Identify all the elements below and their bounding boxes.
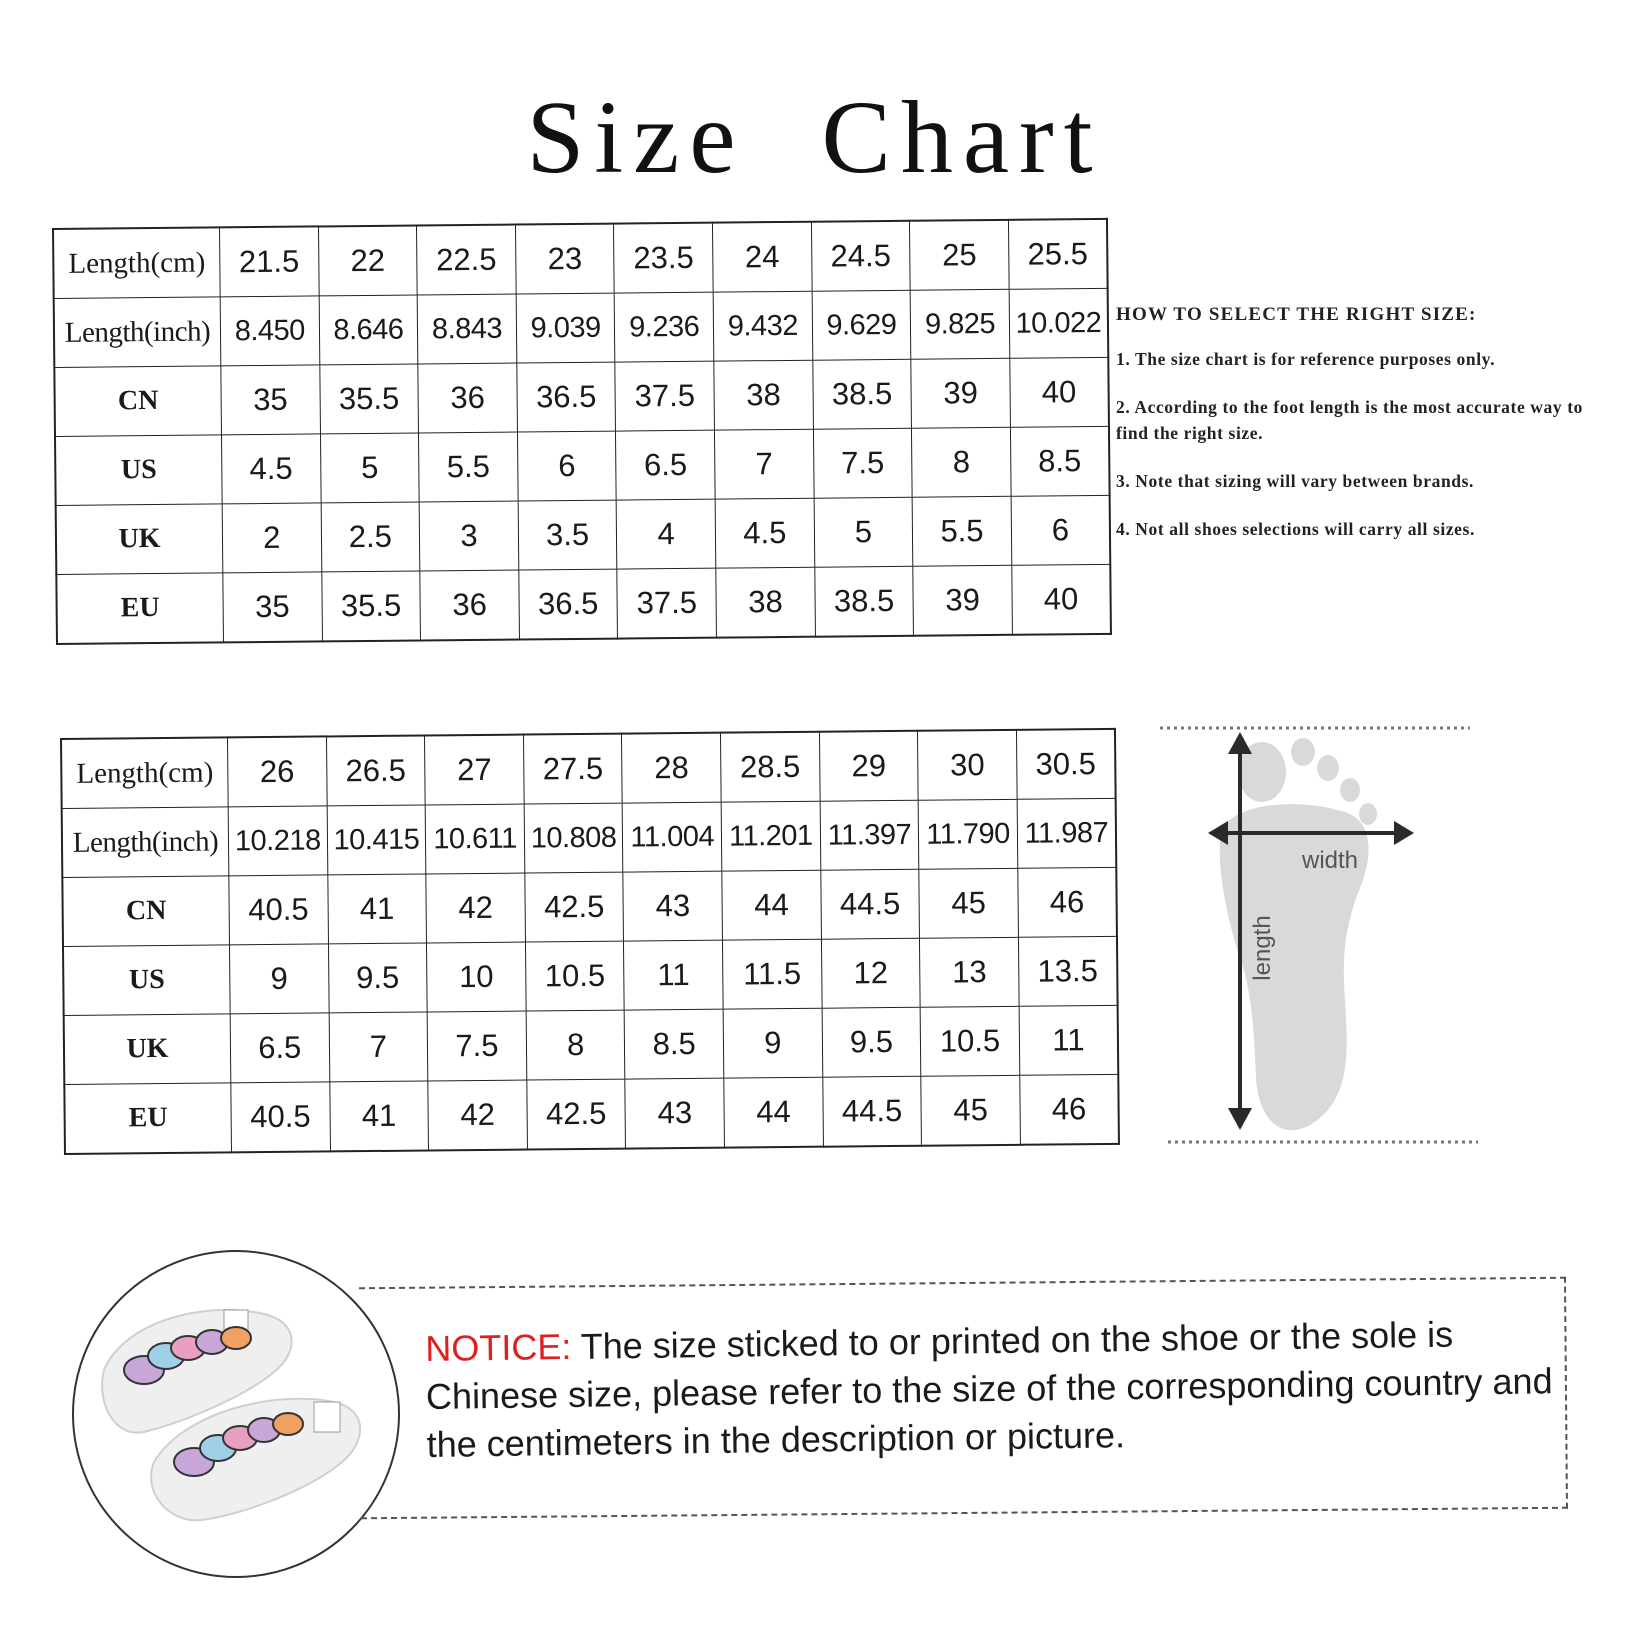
notice-body: The size sticked to or printed on the shoe or the sole is Chinese size, please refer to the size of the corresponding country and the centimeters in the description or picture.: [425, 1313, 1553, 1465]
table-cell: 6: [517, 431, 616, 501]
table-cell: 3: [419, 501, 518, 571]
table-cell: 8.5: [1010, 426, 1109, 496]
table-cell: 40.5: [229, 875, 328, 945]
table-cell: 9.5: [328, 943, 427, 1013]
foot-icon: [1220, 738, 1377, 1130]
table-cell: 13: [920, 937, 1019, 1007]
row-header: UK: [64, 1014, 231, 1085]
table-cell: 37.5: [617, 568, 716, 638]
table-cell: 11.790: [918, 799, 1017, 869]
table-cell: 21.5: [220, 226, 319, 296]
table-row: [56, 495, 1111, 574]
table-cell: 37.5: [615, 361, 714, 431]
width-label: width: [1301, 847, 1359, 874]
table-cell: 5.5: [912, 496, 1011, 566]
row-header: US: [63, 945, 230, 1016]
table-cell: 24: [713, 222, 812, 292]
table-cell: 29: [819, 731, 918, 801]
table-cell: 12: [821, 938, 920, 1008]
table-cell: 11.004: [623, 802, 722, 872]
butterfly-sandals-icon: [74, 1252, 398, 1576]
table-cell: 42.5: [527, 1079, 626, 1149]
notice-label: NOTICE:: [425, 1325, 572, 1369]
how-to-tip: 1. The size chart is for reference purposes only.: [1116, 349, 1496, 369]
table-cell: 4: [617, 499, 716, 569]
table-cell: 10.5: [920, 1006, 1019, 1076]
row-header: UK: [56, 504, 223, 575]
table-cell: 11.397: [820, 800, 919, 870]
table-cell: 13.5: [1018, 936, 1117, 1006]
table-cell: 27: [425, 735, 524, 805]
table-cell: 9.432: [713, 291, 812, 361]
table-cell: 10: [427, 942, 526, 1012]
table-cell: 23: [515, 224, 614, 294]
table-cell: 39: [913, 565, 1012, 635]
table-cell: 25: [910, 220, 1009, 290]
table-cell: 8.5: [625, 1009, 724, 1079]
table-cell: 45: [921, 1075, 1020, 1145]
how-to-tip: 4. Not all shoes selections will carry all sizes.: [1116, 519, 1475, 539]
table-cell: 9.5: [822, 1007, 921, 1077]
size-table-2: [60, 728, 1120, 1155]
table-row: [54, 288, 1109, 367]
table-cell: 35: [221, 365, 320, 435]
table-row: [54, 357, 1109, 436]
table-cell: 40: [1010, 357, 1109, 427]
how-to-heading: HOW TO SELECT THE RIGHT SIZE:: [1116, 304, 1477, 325]
table-cell: 22.5: [417, 225, 516, 295]
table-cell: 44: [724, 1077, 823, 1147]
table-cell: 8.843: [417, 294, 516, 364]
table-cell: 36: [418, 363, 517, 433]
table-cell: 2: [222, 503, 321, 573]
table-cell: 26: [228, 736, 327, 806]
table-cell: 7.5: [813, 428, 912, 498]
table-cell: 28.5: [721, 732, 820, 802]
table-cell: 9: [229, 944, 328, 1014]
table-cell: 5: [814, 497, 913, 567]
table-cell: 2.5: [321, 502, 420, 572]
table-cell: 11.5: [723, 939, 822, 1009]
table-cell: 3.5: [518, 500, 617, 570]
table-row: [62, 867, 1117, 946]
table-cell: 10.022: [1009, 288, 1108, 358]
table-cell: 9.236: [615, 292, 714, 362]
table-cell: 38: [714, 360, 813, 430]
table-cell: 38: [716, 567, 815, 637]
table-cell: 25.5: [1008, 219, 1107, 289]
table-cell: 26.5: [326, 735, 425, 805]
table-cell: 11: [624, 940, 723, 1010]
table-cell: 36.5: [519, 569, 618, 639]
table-cell: 43: [625, 1078, 724, 1148]
table-cell: 9.039: [516, 293, 615, 363]
table-cell: 24.5: [811, 221, 910, 291]
table-cell: 30: [918, 730, 1017, 800]
table-cell: 35.5: [321, 571, 420, 641]
table-row: [53, 219, 1108, 299]
table-cell: 46: [1020, 1074, 1119, 1144]
size-table-1: [52, 218, 1112, 645]
table-cell: 30.5: [1016, 729, 1115, 799]
sandal-product-photo: [72, 1250, 400, 1578]
table-cell: 40.5: [231, 1082, 330, 1152]
table-cell: 10.611: [425, 804, 524, 874]
table-cell: 10.218: [228, 806, 327, 876]
table-cell: 40: [1012, 564, 1111, 634]
table-row: [64, 1005, 1119, 1084]
table-row: [62, 798, 1117, 877]
table-cell: 36.5: [517, 362, 616, 432]
table-cell: 38.5: [814, 566, 913, 636]
table-cell: 42: [426, 873, 525, 943]
table-cell: 6.5: [616, 430, 715, 500]
row-header: Length(inch): [54, 297, 221, 368]
row-header: Length(inch): [62, 807, 229, 878]
table-cell: 46: [1018, 867, 1117, 937]
table-row: [56, 564, 1111, 644]
table-cell: 41: [329, 1081, 428, 1151]
table-cell: 11.987: [1017, 798, 1116, 868]
table-cell: 42: [428, 1080, 527, 1150]
row-header: Length(cm): [53, 227, 220, 298]
table-cell: 39: [911, 358, 1010, 428]
table-cell: 8.646: [319, 295, 418, 365]
how-to-tip: 2. According to the foot length is the most accurate way to find the right size.: [1116, 397, 1583, 443]
how-to-select-panel: [1116, 304, 1616, 564]
table-cell: 23.5: [614, 223, 713, 293]
row-header: EU: [64, 1083, 231, 1154]
row-header: EU: [56, 573, 223, 644]
table-cell: 8: [912, 427, 1011, 497]
table-cell: 5: [320, 433, 419, 503]
table-cell: 44.5: [822, 1076, 921, 1146]
table-cell: 9.629: [812, 290, 911, 360]
table-cell: 10.808: [524, 803, 623, 873]
table-cell: 7: [329, 1012, 428, 1082]
table-cell: 22: [318, 225, 417, 295]
table-cell: 38.5: [812, 359, 911, 429]
table-cell: 10.415: [327, 805, 426, 875]
table-cell: 4.5: [221, 434, 320, 504]
table-cell: 42.5: [525, 872, 624, 942]
table-cell: 27.5: [523, 734, 622, 804]
table-cell: 44: [722, 870, 821, 940]
table-cell: 7: [715, 429, 814, 499]
table-cell: 8: [526, 1010, 625, 1080]
table-cell: 6.5: [230, 1013, 329, 1083]
table-row: [55, 426, 1110, 505]
table-cell: 10.5: [525, 941, 624, 1011]
how-to-tip: 3. Note that sizing will vary between brands.: [1116, 471, 1475, 491]
table-cell: 6: [1011, 495, 1110, 565]
table-cell: 9.825: [910, 289, 1009, 359]
table-cell: 11: [1019, 1005, 1118, 1075]
table-cell: 8.450: [220, 296, 319, 366]
table-cell: 7.5: [427, 1011, 526, 1081]
table-cell: 28: [622, 733, 721, 803]
table-row: [64, 1074, 1119, 1154]
row-header: CN: [62, 876, 229, 947]
table-row: [61, 729, 1116, 809]
table-cell: 5.5: [419, 432, 518, 502]
table-cell: 43: [623, 871, 722, 941]
page-title: Size Chart: [526, 80, 1103, 195]
row-header: US: [55, 435, 222, 506]
table-cell: 35: [223, 572, 322, 642]
table-cell: 45: [919, 868, 1018, 938]
table-cell: 4.5: [715, 498, 814, 568]
table-cell: 41: [327, 874, 426, 944]
table-cell: 11.201: [721, 801, 820, 871]
table-cell: 9: [723, 1008, 822, 1078]
table-cell: 35.5: [319, 364, 418, 434]
table-cell: 44.5: [820, 869, 919, 939]
table-cell: 36: [420, 570, 519, 640]
foot-measure-diagram: [1160, 720, 1480, 1150]
row-header: Length(cm): [61, 737, 228, 808]
row-header: CN: [54, 366, 221, 437]
notice-text: [425, 1309, 1557, 1469]
table-row: [63, 936, 1118, 1015]
length-label: length: [1249, 915, 1276, 981]
